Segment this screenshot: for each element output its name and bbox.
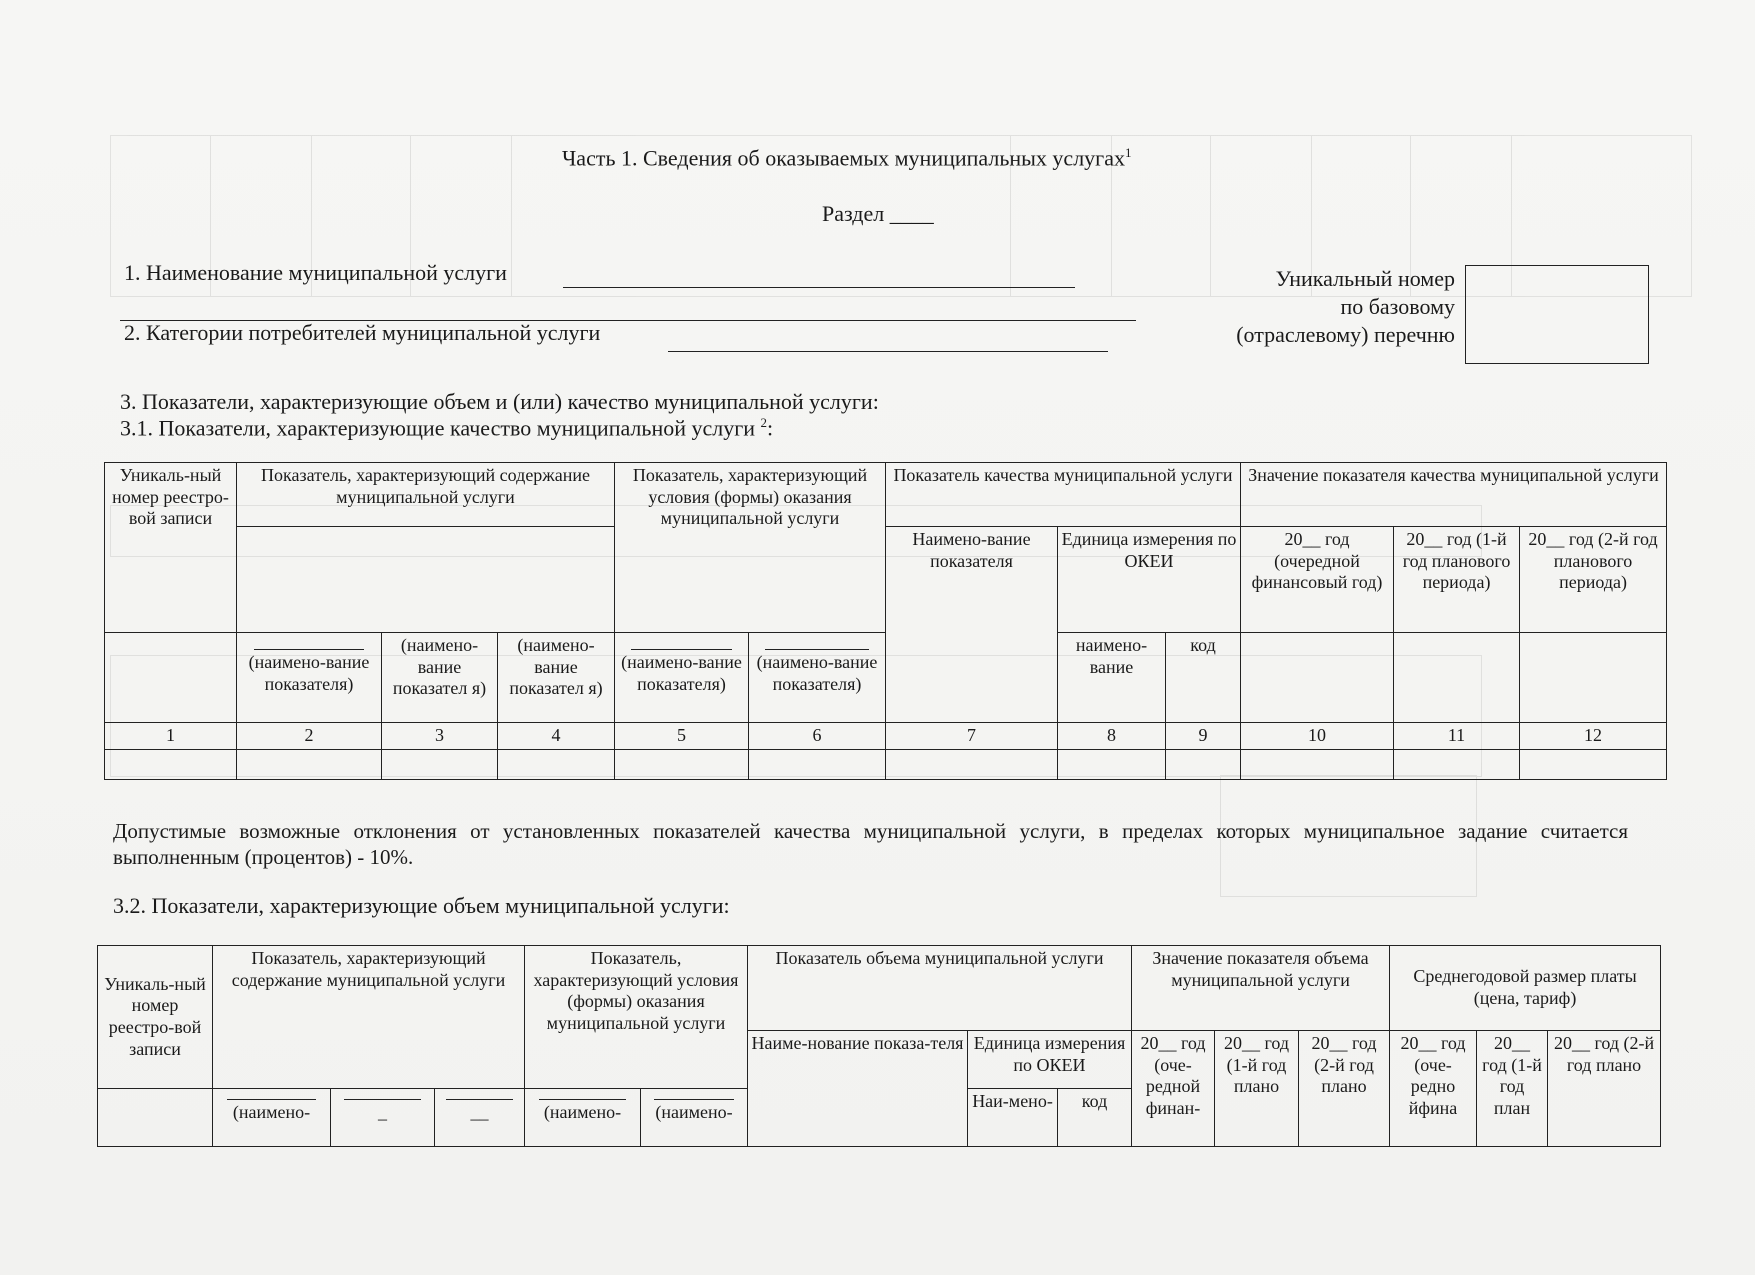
qt-header-indicator-name: Наимено-вание показателя [886,527,1058,723]
quality-table [104,462,1667,780]
vt-header-f2: 20__ год (1-й год план [1477,1031,1548,1147]
vt-header-volume-indicator: Показатель объема муниципальной услуги [748,946,1132,1031]
qt-colnum: 6 [749,723,886,750]
unique-number-label-3: (отраслевому) перечню [1236,322,1455,347]
qt-sub-col4: (наимено-вание показател я) [498,633,615,723]
qt-sub-col5: (наимено-вание показателя) [615,633,749,723]
qt-cell[interactable] [1520,749,1667,779]
vt-header-unit: Единица измерения по ОКЕИ [968,1031,1132,1089]
qt-header-quality-indicator: Показатель качества муниципальной услуги [886,463,1241,527]
qt-colnum: 1 [105,723,237,750]
vt-header-conditions: Показатель, характеризующий условия (формы) оказания муниципальной услуги [525,946,748,1089]
qt-cell[interactable] [615,749,749,779]
section-label: Раздел ____ [822,201,934,226]
vt-header-content: Показатель, характеризующий содержание муниципальной услуги [213,946,525,1089]
section31-title: 3.1. Показатели, характеризующие качество муниципальной услуги $^2$: [120,415,774,441]
qt-sub-unique-blank [105,633,237,723]
qt-cell[interactable] [886,749,1058,779]
qt-data-row[interactable] [105,749,1667,779]
qt-colnum: 3 [382,723,498,750]
qt-colnum: 7 [886,723,1058,750]
qt-colnum: 11 [1394,723,1520,750]
unique-number-label-1: Уникальный номер [1275,266,1455,291]
qt-cell[interactable] [1058,749,1166,779]
qt-header-year3: 20__ год (2-й год планового периода) [1520,527,1667,633]
vt-header-f3: 20__ год (2-й год плано [1548,1031,1661,1147]
qt-sub-year2-blank [1394,633,1520,723]
volume-table [97,945,1661,1147]
vt-sub-col5: (наимено- [525,1089,641,1147]
qt-header-conditions: Показатель, характеризующий условия (формы) оказания муниципальной услуги [615,463,886,633]
qt-number-row [105,723,1667,750]
qt-content-blank [237,527,615,633]
unique-number-label-2: по базовому [1340,294,1455,319]
qt-sub-unit-name: наимено-вание [1058,633,1166,723]
qt-sub-unit-code: код [1166,633,1241,723]
vt-sub-col4: __ [435,1089,525,1147]
unique-number-box[interactable] [1465,265,1649,364]
service-name-line[interactable] [563,287,1075,288]
vt-sub-col2: (наимено- [213,1089,331,1147]
vt-header-unique: Уникаль-ный номер реестро-вой записи [98,946,213,1089]
qt-header-year1: 20__ год (очередной финансовый год) [1241,527,1394,633]
qt-cell[interactable] [382,749,498,779]
qt-colnum: 9 [1166,723,1241,750]
qt-colnum: 8 [1058,723,1166,750]
vt-header-fee: Среднегодовой размер платы (цена, тариф) [1390,946,1661,1031]
qt-header-unique: Уникаль-ный номер реестро-вой записи [105,463,237,633]
vt-header-volume-value: Значение показателя объема муниципальной услуги [1132,946,1390,1031]
qt-colnum: 2 [237,723,382,750]
vt-header-v3: 20__ год (2-й год плано [1299,1031,1390,1147]
vt-header-v1: 20__ год (оче-редной финан- [1132,1031,1215,1147]
part-title: Часть 1. Сведения об оказываемых муниципальных услугах$^1$ [562,145,1132,171]
qt-colnum: 5 [615,723,749,750]
qt-sub-col2: (наимено-вание показателя) [237,633,382,723]
consumers-label: 2. Категории потребителей муниципальной услуги [124,320,601,345]
qt-header-quality-value: Значение показателя качества муниципальной услуги [1241,463,1667,527]
qt-cell[interactable] [749,749,886,779]
vt-sub-unit-code: код [1058,1089,1132,1147]
qt-cell[interactable] [237,749,382,779]
qt-sub-year3-blank [1520,633,1667,723]
qt-colnum: 12 [1520,723,1667,750]
qt-cell[interactable] [105,749,237,779]
section3-title: 3. Показатели, характеризующие объем и (или) качество муниципальной услуги: [120,389,879,414]
qt-cell[interactable] [1241,749,1394,779]
qt-header-year2: 20__ год (1-й год планового периода) [1394,527,1520,633]
section32-title: 3.2. Показатели, характеризующие объем муниципальной услуги: [113,893,730,918]
vt-sub-unique-blank [98,1089,213,1147]
service-name-label: 1. Наименование муниципальной услуги [124,260,507,285]
deviation-note: Допустимые возможные отклонения от установленных показателей качества муниципальной услуги, в пределах которых муниципальное задание считается выполненным (процентов) - 10%. [113,819,1628,870]
vt-sub-unit-name: Наи-мено- [968,1089,1058,1147]
qt-cell[interactable] [1394,749,1520,779]
vt-header-v2: 20__ год (1-й год плано [1215,1031,1299,1147]
vt-sub-col3: _ [331,1089,435,1147]
vt-header-indicator-name: Наиме-нование показа-теля [748,1031,968,1147]
qt-cell[interactable] [498,749,615,779]
vt-header-f1: 20__ год (оче-редно йфина [1390,1031,1477,1147]
qt-header-unit: Единица измерения по ОКЕИ [1058,527,1241,633]
vt-sub-col6: (наимено- [641,1089,748,1147]
qt-header-content: Показатель, характеризующий содержание муниципальной услуги [237,463,615,527]
qt-sub-col3: (наимено-вание показател я) [382,633,498,723]
qt-cell[interactable] [1166,749,1241,779]
qt-colnum: 4 [498,723,615,750]
qt-colnum: 10 [1241,723,1394,750]
qt-sub-col6: (наимено-вание показателя) [749,633,886,723]
consumers-line[interactable] [668,351,1108,352]
qt-sub-year1-blank [1241,633,1394,723]
